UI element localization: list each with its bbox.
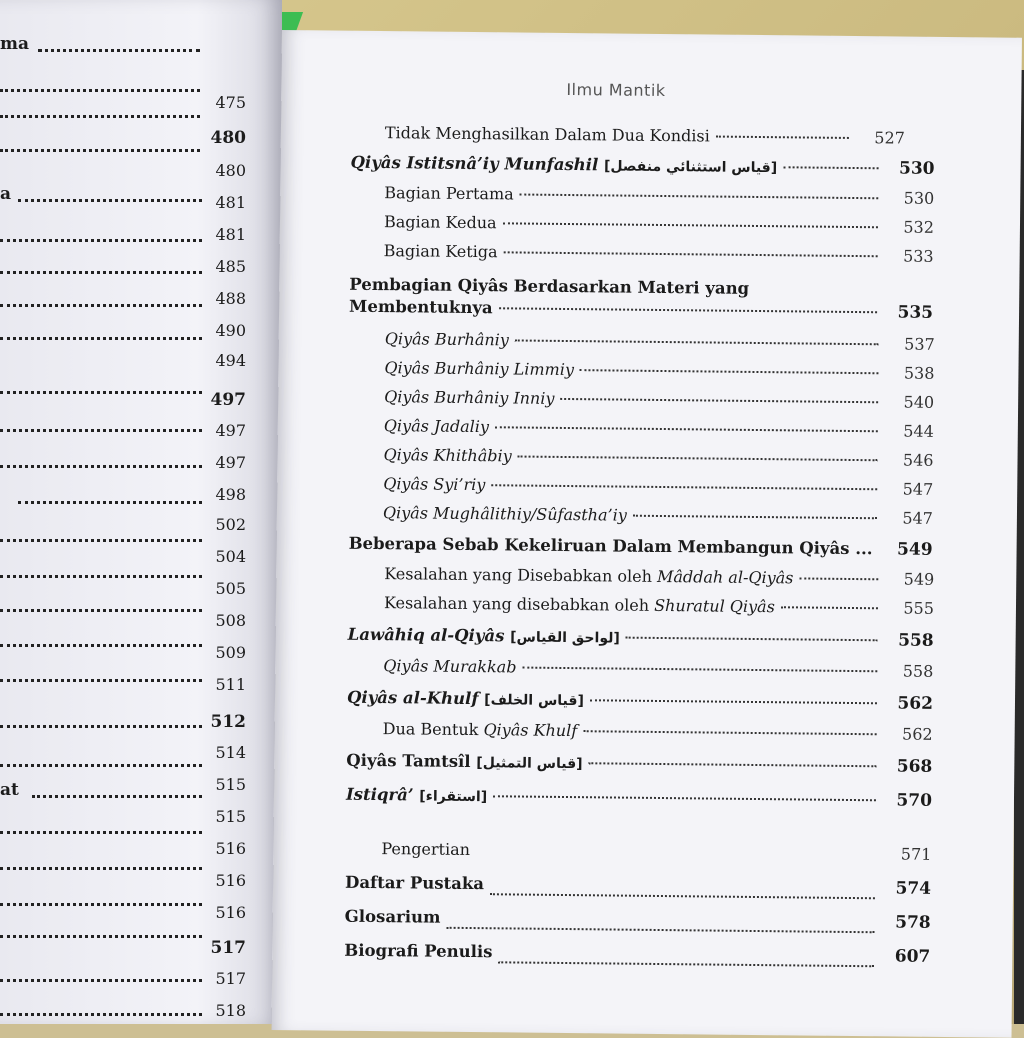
toc-entry (347, 688, 933, 714)
toc-entry-page: 578 (895, 912, 931, 933)
toc-entry (385, 123, 905, 147)
toc-entry-title: Bagian Ketiga (383, 241, 498, 262)
left-page-number: 517 (210, 938, 246, 958)
toc-entry (383, 474, 933, 499)
toc-entry-page: 562 (897, 693, 934, 714)
left-page-number: 498 (215, 485, 246, 504)
toc-entry-title: Qiyâs Mughâlithiy/Sûfastha’iy (382, 503, 627, 525)
toc-entry-title: Pembagian Qiyâs Berdasarkan Materi yang (349, 274, 750, 298)
toc-entry-page: 555 (903, 598, 935, 618)
toc-entry-line1 (349, 275, 933, 300)
toc-entry-title: Beberapa Sebab Kekeliruan Dalam Membangun Qiyâs ... (348, 533, 873, 559)
toc-entry (346, 785, 932, 811)
left-page-number: 508 (215, 611, 246, 630)
toc-entry-title: Kesalahan yang Disebabkan oleh (384, 564, 653, 586)
toc-entry-title: Biografi Penulis (344, 940, 493, 962)
toc-entry (383, 719, 933, 744)
running-header: Ilmu Mantik (566, 79, 666, 101)
toc-entry-title: Pengertian (381, 839, 471, 860)
toc-entry-page: 540 (903, 392, 935, 412)
left-page-number: 511 (215, 675, 246, 694)
toc-entry-title: Glosarium (344, 906, 441, 927)
toc-entry (384, 416, 934, 441)
toc-entry-page: 570 (896, 790, 933, 811)
left-page-number: 485 (215, 257, 246, 276)
toc-entry (349, 534, 933, 560)
toc-entry-title: Membentuknya (349, 296, 493, 318)
toc-entry-page: 533 (903, 246, 934, 266)
left-page (0, 0, 282, 1024)
toc-entry-title: Lawâhiq al-Qiyâs (347, 624, 505, 646)
toc-entry-title: Daftar Pustaka (344, 872, 485, 894)
left-page-number: 512 (210, 712, 246, 732)
left-fragment: ma (0, 34, 30, 54)
left-page-number: 505 (215, 579, 246, 598)
left-row (0, 30, 270, 58)
left-page-number: 481 (215, 193, 246, 212)
left-page-number: 494 (215, 351, 246, 370)
toc-entry-title: Tidak Menghasilkan Dalam Dua Kondisi (384, 123, 710, 146)
left-page-number: 516 (215, 839, 246, 858)
left-page-number: 497 (215, 453, 246, 472)
toc-entry-title: Qiyâs Murakkab (383, 656, 517, 677)
toc-entry-arabic: [قياس التمثيل] (476, 755, 583, 773)
toc-entry (383, 503, 933, 528)
left-page-number: 497 (215, 421, 246, 440)
toc-entry-page: 535 (897, 302, 934, 323)
toc-entry-page: 527 (874, 128, 906, 148)
toc-entry-italic: Qiyâs Khulf (483, 720, 578, 741)
toc-entry-title: Qiyâs Jadaliy (383, 416, 490, 437)
toc-entry-page: 537 (904, 334, 935, 354)
toc-entry-page: 547 (902, 508, 934, 528)
toc-entry (384, 183, 934, 208)
toc-entry-page: 607 (894, 946, 931, 967)
toc-entry-title: Qiyâs al-Khulf (346, 687, 479, 709)
toc-entry (349, 297, 933, 323)
toc-entry-arabic: [قياس استثنائي منفصل] (603, 158, 778, 177)
toc-entry-title: Qiyâs Istitsnâ’iy Munfashil (350, 152, 599, 175)
toc-entry (351, 153, 935, 179)
toc-entry-arabic: [قياس الخلف] (484, 692, 584, 710)
toc-entry-page: 558 (898, 630, 934, 651)
left-page-number: 514 (215, 743, 246, 762)
left-page-number: 480 (215, 161, 246, 180)
toc-entry-page: 544 (903, 421, 934, 441)
left-fragment: a (0, 184, 12, 204)
toc-entry-title: Qiyâs Tamtsîl (346, 750, 471, 772)
toc-entry (384, 387, 934, 412)
left-page-number: 517 (215, 969, 246, 988)
toc-entry (383, 445, 933, 470)
toc-entry-title: Qiyâs Burhâniy Limmiy (384, 358, 575, 380)
toc-entry (384, 241, 934, 266)
toc-entry-title: Qiyâs Burhâniy (384, 329, 509, 350)
toc-entry-title: Istiqrâ’ (345, 784, 414, 805)
toc-entry-page: 549 (896, 539, 933, 560)
toc-entry-page: 568 (896, 756, 933, 777)
toc-entry-arabic: [استقراء] (419, 788, 488, 806)
toc-entry-page: 546 (902, 450, 934, 470)
toc-entry (344, 919, 930, 967)
toc-entry-page: 562 (902, 724, 933, 744)
toc-entry-page: 571 (900, 844, 932, 864)
toc-entry (384, 358, 934, 383)
toc-entry-page: 530 (903, 188, 935, 208)
toc-entry-title: Qiyâs Syi’riy (383, 474, 486, 495)
toc-entry-arabic: [لواحق القياس] (510, 629, 620, 647)
left-page-number: 502 (215, 515, 246, 534)
left-page-number: 488 (215, 289, 246, 308)
left-page-number: 481 (215, 225, 246, 244)
toc-entry-page: 574 (895, 878, 932, 899)
toc-entry-title: Bagian Pertama (384, 183, 514, 204)
toc-entry (384, 564, 934, 589)
left-page-number: 497 (210, 390, 246, 410)
left-page-number: 475 (215, 93, 246, 112)
left-page-number: 480 (210, 128, 246, 148)
toc-entry (346, 751, 932, 777)
toc-entry-title: Dua Bentuk (382, 719, 479, 740)
toc-entry-page: 532 (903, 217, 935, 237)
left-page-number: 504 (215, 547, 246, 566)
left-page-number: 515 (215, 807, 246, 826)
right-page (272, 30, 1022, 1038)
left-page-number: 516 (215, 903, 246, 922)
toc-entry-page: 549 (903, 569, 935, 589)
left-page-number: 509 (215, 643, 246, 662)
toc-entry (384, 212, 934, 237)
toc-entry (385, 329, 935, 354)
toc-entry-page: 538 (903, 363, 935, 383)
toc-entry-page: 530 (898, 158, 935, 179)
left-page-number: 518 (215, 1001, 246, 1020)
toc-entry-title: Qiyâs Burhâniy Inniy (384, 387, 555, 408)
left-page-number: 516 (215, 871, 246, 890)
toc-entry-title: Kesalahan yang disebabkan oleh (383, 593, 650, 615)
left-page-number: 515 (215, 775, 246, 794)
toc-entry-italic: Shuratul Qiyâs (654, 595, 775, 617)
left-page-number: 490 (215, 321, 246, 340)
toc-entry-page: 558 (902, 661, 934, 681)
toc-entry-title: Qiyâs Khithâbiy (383, 445, 512, 466)
toc-entry (384, 593, 934, 618)
toc-entry (348, 625, 934, 651)
left-fragment: at (0, 780, 19, 800)
toc-entry (383, 656, 933, 681)
toc-entry-page: 547 (902, 479, 934, 499)
toc-entry-italic: Mâddah al-Qiyâs (656, 566, 794, 588)
toc-entry-title: Bagian Kedua (383, 212, 497, 233)
